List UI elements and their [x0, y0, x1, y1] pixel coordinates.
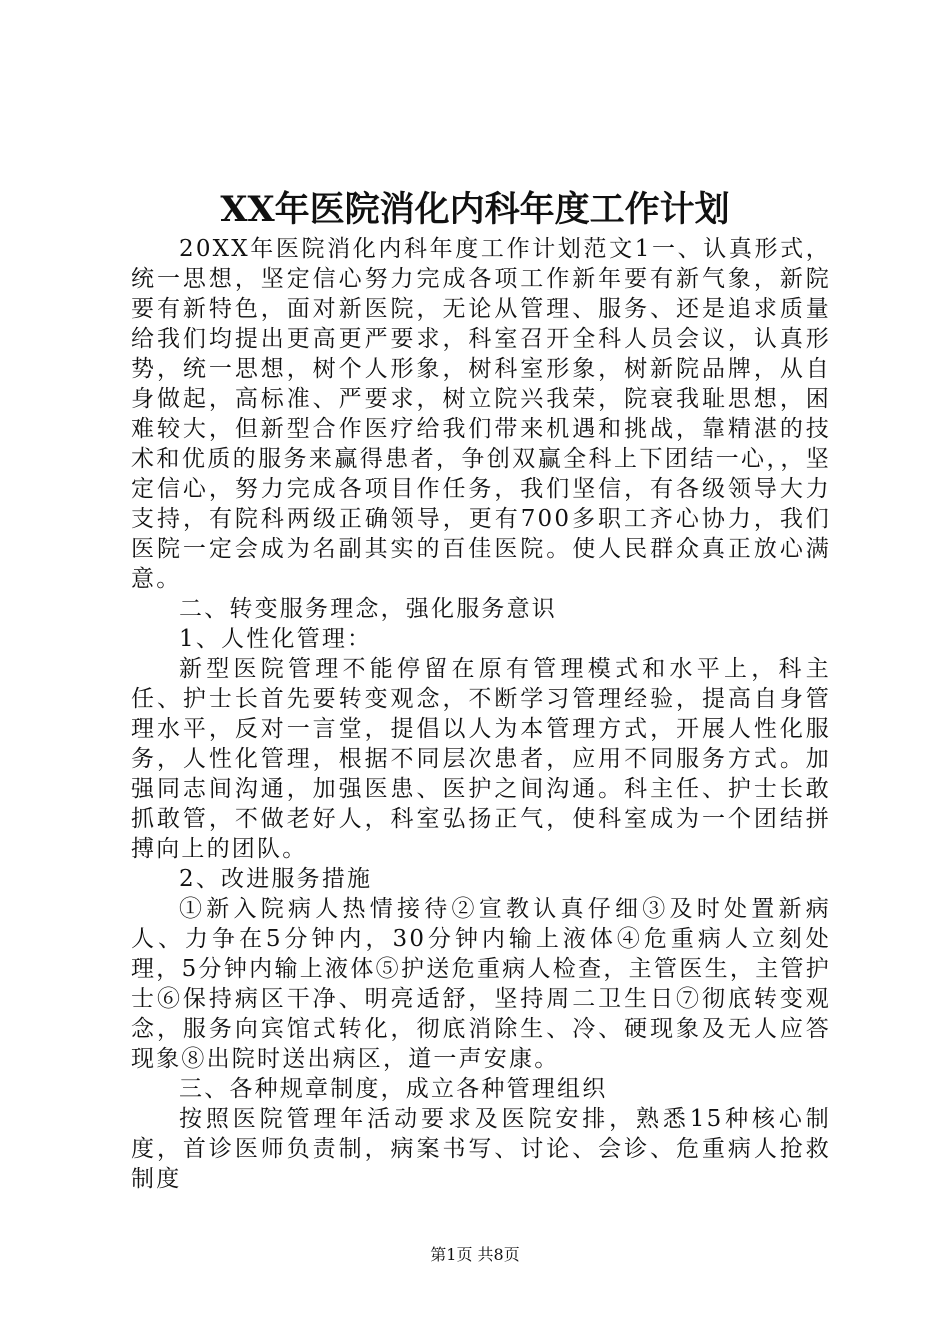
document-title: XX年医院消化内科年度工作计划	[220, 189, 730, 230]
paragraph-regulations: 按照医院管理年活动要求及医院安排，熟悉15种核心制度，首诊医师负责制，病案书写、讨论、会诊、危重病人抢救制度	[131, 1106, 831, 1192]
section-heading-2: 二、转变服务理念，强化服务意识	[179, 596, 557, 622]
document-body	[131, 234, 831, 1194]
subheading-1: 1、人性化管理：	[179, 626, 373, 652]
section-heading-3: 三、各种规章制度，成立各种管理组织	[179, 1076, 608, 1102]
paragraph-management: 新型医院管理不能停留在原有管理模式和水平上，科主任、护士长首先要转变观念，不断学习管理经验，提高自身管理水平，反对一言堂，提倡以人为本管理方式，开展人性化服务，人性化管理，根据不同层次患者，应用不同服务方式。加强同志间沟通，加强医患、医护之间沟通。科主任、护士长敢抓敢管，不做老好人，科室弘扬正气，使科室成为一个团结拼搏向上的团队。	[131, 656, 831, 862]
subheading-2: 2、改进服务措施	[179, 866, 373, 892]
page-footer: 第1页 共8页	[430, 1245, 520, 1264]
paragraph-intro: 20XX年医院消化内科年度工作计划范文1一、认真形式，统一思想，坚定信心努力完成各项工作新年要有新气象，新院要有新特色，面对新医院，无论从管理、服务、还是追求质量给我们均提出更高更严要求，科室召开全科人员会议，认真形势，统一思想，树个人形象，树科室形象，树新院品牌，从自身做起，高标准、严要求，树立院兴我荣，院衰我耻思想，困难较大，但新型合作医疗给我们带来机遇和挑战，靠精湛的技术和优质的服务来赢得患者，争创双赢全科上下团结一心，，坚定信心，努力完成各项目作任务，我们坚信，有各级领导大力支持，有院科两级正确领导，更有700多职工齐心协力，我们医院一定会成为名副其实的百佳医院。使人民群众真正放心满意。	[131, 236, 831, 592]
paragraph-service-measures: ①新入院病人热情接待②宣教认真仔细③及时处置新病人、力争在5分钟内，30分钟内输上液体④危重病人立刻处理，5分钟内输上液体⑤护送危重病人检查，主管医生，主管护士⑥保持病区干净、明亮适舒，坚持周二卫生日⑦彻底转变观念，服务向宾馆式转化，彻底消除生、冷、硬现象及无人应答现象⑧出院时送出病区，道一声安康。	[131, 896, 831, 1072]
